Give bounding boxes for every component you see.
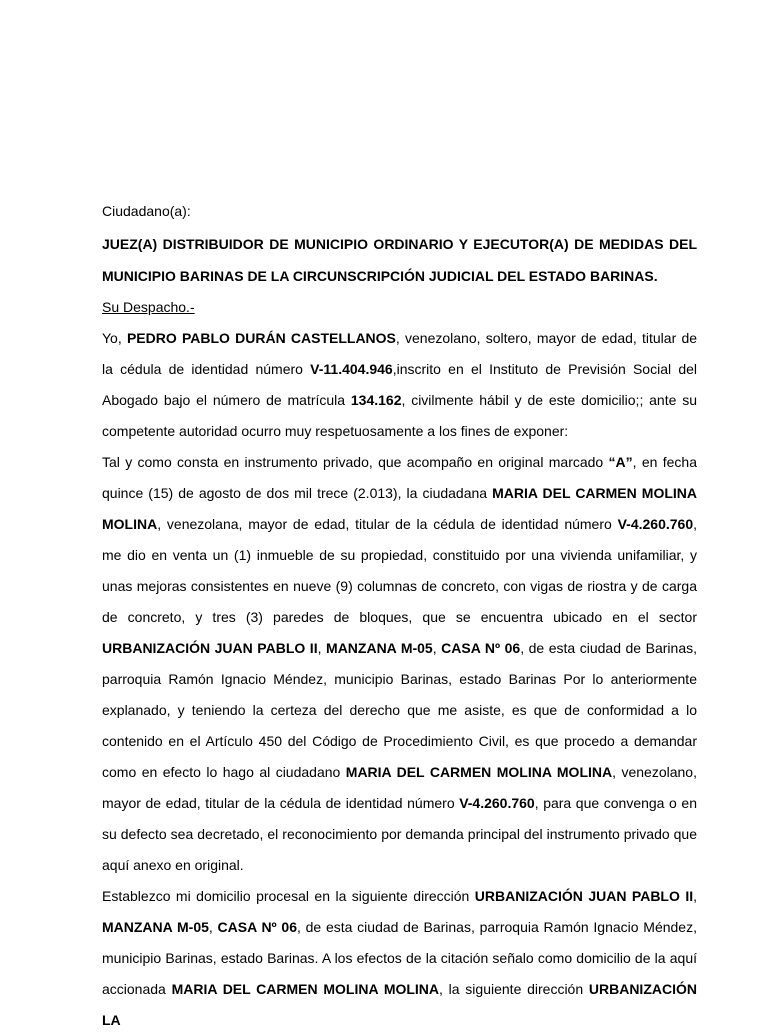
bold-text: CASA Nº 06: [217, 919, 297, 935]
bold-text: URBANIZACIÓN LA: [102, 981, 697, 1028]
addressee-heading: JUEZ(A) DISTRIBUIDOR DE MUNICIPIO ORDINARIO Y EJECUTOR(A) DE MEDIDAS DEL MUNICIPIO BARINAS DE LA CIRCUNSCRIPCIÓN JUDICIAL DEL ESTADO BARINAS.: [102, 236, 697, 284]
paragraph-facts: Tal y como consta en instrumento privado, que acompaño en original marcado “A”, en fecha quince (15) de agosto de dos mil trece (2.013), la ciudadana MARIA DEL CARMEN MOLINA MOLINA, venezolana, mayor de edad, titular de la cédula de identidad número V-4.260.760, me dio en venta un (1) inmueble de su propiedad, constituido por una vivienda unifamiliar, y unas mejoras consistentes en nueve (9) columnas de concreto, con vigas de riostra y de carga de concreto, y tres (3) paredes de bloques, que se encuentra ubicado en el sector URBANIZACIÓN JUAN PABLO II, MANZANA M-05, CASA Nº 06, de esta ciudad de Barinas, parroquia Ramón Ignacio Méndez, municipio Barinas, estado Barinas Por lo anteriormente explanado, y teniendo la certeza del derecho que me asiste, es que de conformidad a lo contenido en el Artículo 450 del Código de Procedimiento Civil, es que procedo a demandar como en efecto lo hago al ciudadano MARIA DEL CARMEN MOLINA MOLINA, venezolano, mayor de edad, titular de la cédula de identidad número V-4.260.760, para que convenga o en su defecto sea decretado, el reconocimiento por demanda principal del instrumento privado que aquí anexo en original.: [102, 454, 698, 873]
document-page: [102, 196, 697, 1036]
salutation-to: Ciudadano(a):: [102, 203, 191, 219]
bold-text: V-11.404.946: [310, 361, 393, 377]
bold-text: PEDRO PABLO DURÁN CASTELLANOS: [126, 330, 396, 346]
bold-text: V-4.260.760: [459, 795, 535, 811]
paragraph-domicile: Establezco mi domicilio procesal en la siguiente dirección URBANIZACIÓN JUAN PABLO II, MANZANA M-05, CASA Nº 06, de esta ciudad de Barinas, parroquia Ramón Ignacio Méndez, municipio Barinas, estado Barinas. A los efectos de la citación señalo como domicilio de la aquí accionada MARIA DEL CARMEN MOLINA MOLINA, la siguiente dirección URBANIZACIÓN LA: [102, 888, 697, 1028]
bold-text: URBANIZACIÓN JUAN PABLO II: [474, 888, 694, 904]
bold-text: MARIA DEL CARMEN MOLINA MOLINA: [171, 981, 440, 997]
bold-text: MARIA DEL CARMEN MOLINA MOLINA: [102, 485, 698, 532]
bold-text: 134.162: [350, 392, 402, 408]
bold-text: MANZANA M-05: [326, 640, 433, 656]
salutation-line: Su Despacho.-: [102, 299, 195, 315]
paragraph-identification: Yo, PEDRO PABLO DURÁN CASTELLANOS, venezolano, soltero, mayor de edad, titular de la cédula de identidad número V-11.404.946,inscrito en el Instituto de Previsión Social del Abogado bajo el número de matrícula 134.162, civilmente hábil y de este domicilio;; ante su competente autoridad ocurro muy respetuosamente a los fines de exponer:: [102, 330, 698, 439]
bold-text: “A”: [608, 454, 633, 470]
bold-text: MANZANA M-05: [102, 919, 209, 935]
bold-text: CASA Nº 06: [441, 640, 521, 656]
bold-text: V-4.260.760: [617, 516, 694, 532]
bold-text: URBANIZACIÓN JUAN PABLO II: [102, 640, 318, 656]
bold-text: MARIA DEL CARMEN MOLINA MOLINA: [345, 764, 613, 780]
